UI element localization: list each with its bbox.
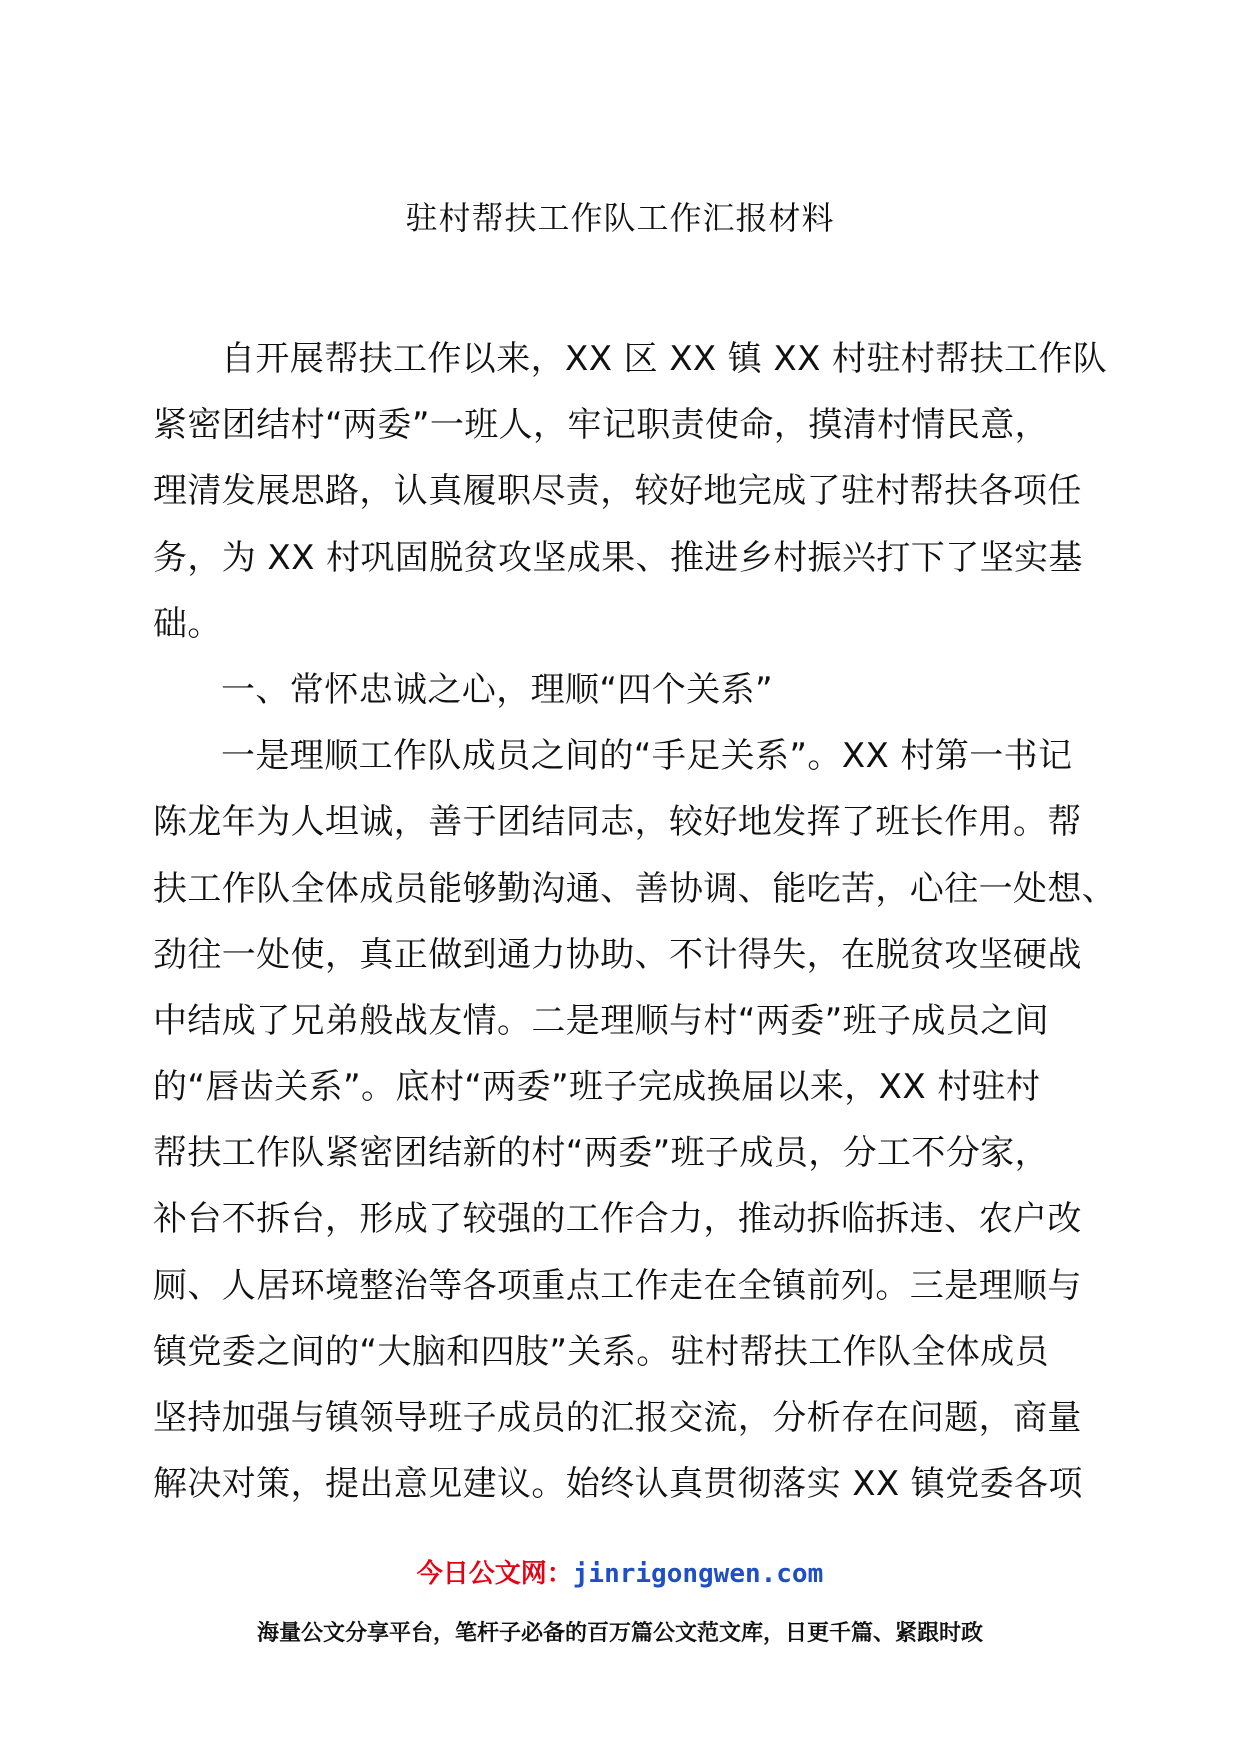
document-title: 驻村帮扶工作队工作汇报材料 (405, 199, 835, 237)
paragraph-line: 扶工作队全体成员能够勤沟通、善协调、能吃苦，心往一处想、 (153, 868, 1117, 909)
footer-website (0, 1556, 1240, 1592)
paragraph-line: 础。 (153, 603, 222, 644)
paragraph-line: 坚持加强与镇领导班子成员的汇报交流，分析存在问题，商量 (153, 1398, 1082, 1438)
document-body (153, 326, 1117, 1517)
paragraph-line: 厕、人居环境整治等各项重点工作走在全镇前列。三是理顺与 (153, 1265, 1082, 1306)
section-heading: 一、常怀忠诚之心，理顺“四个关系” (221, 669, 774, 710)
paragraph-line: 一是理顺工作队成员之间的“手足关系”。XX 村第一书记 (221, 736, 1073, 777)
footer-site-url-link[interactable]: jinrigongwen.com (572, 1559, 824, 1589)
paragraph-line: 劲往一处使，真正做到通力协助、不计得失，在脱贫攻坚硬战 (153, 934, 1082, 975)
paragraph-line: 陈龙年为人坦诚，善于团结同志，较好地发挥了班长作用。帮 (153, 802, 1082, 843)
paragraph-line: 中结成了兄弟般战友情。二是理顺与村“两委”班子成员之间 (153, 1000, 1050, 1041)
paragraph-line: 镇党委之间的“大脑和四肢”关系。驻村帮扶工作队全体成员 (153, 1331, 1050, 1372)
paragraph-line: 理清发展思路，认真履职尽责，较好地完成了驻村帮扶各项任 (153, 471, 1082, 512)
footer-site-name: 今日公文网： (416, 1559, 573, 1589)
footer-slogan: 海量公文分享平台，笔杆子必备的百万篇公文范文库，日更千篇、紧跟时政 (256, 1621, 983, 1646)
paragraph-line: 务，为 XX 村巩固脱贫攻坚成果、推进乡村振兴打下了坚实基 (153, 537, 1083, 578)
paragraph-line: 解决对策，提出意见建议。始终认真贯彻落实 XX 镇党委各项 (153, 1464, 1083, 1505)
paragraph-line: 补台不拆台，形成了较强的工作合力，推动拆临拆违、农户改 (153, 1199, 1082, 1240)
paragraph-line: 紧密团结村“两委”一班人，牢记职责使命，摸清村情民意， (153, 405, 1050, 446)
paragraph-line: 的“唇齿关系”。底村“两委”班子完成换届以来，XX 村驻村 (153, 1067, 1041, 1108)
paragraph-line: 帮扶工作队紧密团结新的村“两委”班子成员，分工不分家， (153, 1133, 1050, 1174)
paragraph-line: 自开展帮扶工作以来，XX 区 XX 镇 XX 村驻村帮扶工作队 (221, 339, 1108, 379)
